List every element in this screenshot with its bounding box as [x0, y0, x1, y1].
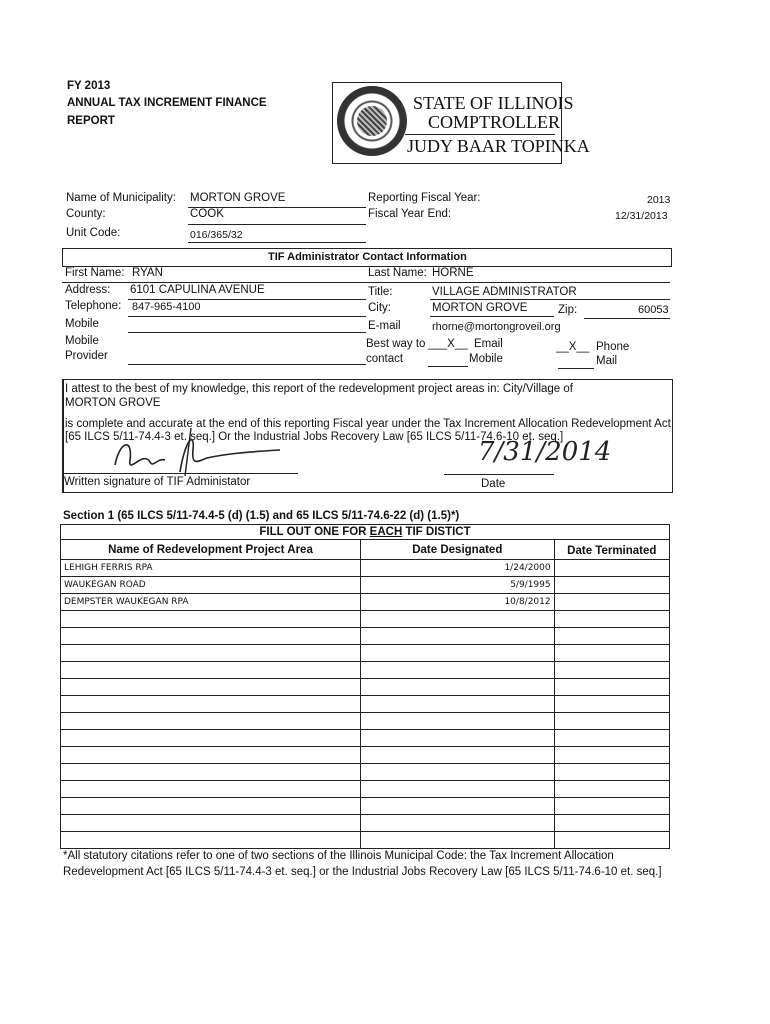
date-designated [360, 679, 554, 696]
comptroller-title: COMPTROLLER [428, 112, 561, 132]
table-title-row [61, 525, 670, 540]
date-terminated [554, 611, 669, 628]
attest-line-4: [65 ILCS 5/11-74.4-3 et. seq.] Or the Industrial Jobs Recovery Law [65 ILCS 5/11-74.6-10 et. seq.] [65, 431, 564, 443]
table-row [61, 577, 670, 594]
project-area-name [61, 730, 361, 747]
comptroller-name: JUDY BAAR TOPINKA [407, 136, 590, 156]
table-header-row [61, 540, 670, 560]
project-area-name [61, 645, 361, 662]
table-row [61, 815, 670, 832]
date-designated [360, 628, 554, 645]
project-area-name [61, 679, 361, 696]
date-designated [360, 696, 554, 713]
email-label: E-mail [368, 320, 401, 332]
date-terminated [554, 730, 669, 747]
table-row [61, 645, 670, 662]
fiscal-end-label: Fiscal Year End: [368, 208, 452, 220]
date-designated: 1/24/2000 [360, 560, 554, 577]
date-designated [360, 662, 554, 679]
date-designated [360, 645, 554, 662]
date-designated [360, 611, 554, 628]
telephone-label: Telephone: [65, 300, 122, 312]
project-area-name: DEMPSTER WAUKEGAN RPA [61, 594, 361, 611]
date-terminated [554, 645, 669, 662]
date-terminated [554, 798, 669, 815]
attest-line-3: is complete and accurate at the end of this reporting Fiscal year under the Tax Increment Allocation Redevelopment Act [65, 418, 671, 430]
date-terminated [554, 832, 669, 849]
date-terminated [554, 577, 669, 594]
project-area-name [61, 815, 361, 832]
zip-value: 60053 [638, 304, 669, 316]
mobile-option-label: Mobile [469, 353, 503, 365]
signature-label: Written signature of TIF Administator [64, 476, 251, 488]
table-title: FILL OUT ONE FOR EACH TIF DISTICT [61, 525, 670, 540]
report-year: FY 2013 [67, 80, 111, 92]
project-area-name [61, 764, 361, 781]
col-header-designated: Date Designated [360, 540, 554, 560]
table-row [61, 730, 670, 747]
tif-district-table [60, 524, 670, 849]
county-value: COOK [190, 208, 224, 220]
title-value: VILLAGE ADMINISTRATOR [432, 286, 577, 298]
project-area-name [61, 696, 361, 713]
date-terminated [554, 594, 669, 611]
col-header-terminated: Date Terminated [554, 540, 669, 560]
unit-code-value: 016/365/32 [190, 229, 243, 241]
best-way-label-2: contact [366, 353, 404, 365]
table-row [61, 560, 670, 577]
mail-option-label: Mail [596, 355, 618, 367]
footnote-line-2: Redevelopment Act [65 ILCS 5/11-74.4-3 et. seq.] or the Industrial Jobs Recovery Law [65 ILCS 5/11-74.6-10 et. seq.] [63, 866, 662, 878]
table-row [61, 781, 670, 798]
date-terminated [554, 815, 669, 832]
contact-band-title: TIF Administrator Contact Information [268, 251, 467, 263]
administrator-signature [95, 420, 285, 480]
date-terminated [554, 764, 669, 781]
report-title: ANNUAL TAX INCREMENT FINANCE [67, 97, 267, 109]
mobile-provider-label: Mobile [65, 335, 99, 347]
address-value: 6101 CAPULINA AVENUE [130, 284, 265, 296]
fiscal-year-value: 2013 [647, 194, 671, 206]
project-area-name [61, 628, 361, 645]
date-designated [360, 798, 554, 815]
date-terminated [554, 696, 669, 713]
phone-check[interactable]: __X__ [556, 341, 590, 353]
last-name-value: HORNE [432, 267, 474, 279]
address-label: Address: [65, 284, 111, 296]
date-terminated [554, 628, 669, 645]
section-1-heading: Section 1 (65 ILCS 5/11-74.4-5 (d) (1.5) and 65 ILCS 5/11-74.6-22 (d) (1.5)*) [63, 510, 460, 522]
project-area-name: WAUKEGAN ROAD [61, 577, 361, 594]
project-area-name: LEHIGH FERRIS RPA [61, 560, 361, 577]
attest-line-1: I attest to the best of my knowledge, this report of the redevelopment project areas in: City/Village of [65, 383, 573, 395]
project-area-name [61, 832, 361, 849]
zip-label: Zip: [558, 304, 578, 316]
state-name: STATE OF ILLINOIS [413, 93, 574, 113]
city-value: MORTON GROVE [432, 302, 528, 314]
project-area-name [61, 781, 361, 798]
date-designated [360, 832, 554, 849]
date-designated [360, 730, 554, 747]
project-area-name [61, 798, 361, 815]
unit-code-label: Unit Code: [66, 227, 121, 239]
project-area-name [61, 611, 361, 628]
municipality-label: Name of Municipality: [66, 192, 176, 204]
date-designated [360, 815, 554, 832]
col-header-name: Name of Redevelopment Project Area [61, 540, 361, 560]
email-value: rhorne@mortongroveil.org [432, 321, 561, 333]
project-area-name [61, 662, 361, 679]
first-name-label: First Name: [65, 267, 125, 279]
signed-date: 7/31/2014 [478, 437, 612, 467]
table-row [61, 713, 670, 730]
date-terminated [554, 781, 669, 798]
first-name-value: RYAN [132, 267, 163, 279]
fiscal-year-label: Reporting Fiscal Year: [368, 192, 481, 204]
project-area-name [61, 713, 361, 730]
table-row [61, 764, 670, 781]
date-designated [360, 747, 554, 764]
date-designated [360, 781, 554, 798]
table-row [61, 594, 670, 611]
telephone-value: 847-965-4100 [132, 301, 201, 313]
last-name-label: Last Name: [368, 267, 427, 279]
date-terminated [554, 747, 669, 764]
fiscal-end-value: 12/31/2013 [615, 210, 668, 222]
report-title-cont: REPORT [67, 115, 115, 127]
date-designated [360, 713, 554, 730]
date-designated: 5/9/1995 [360, 577, 554, 594]
date-terminated [554, 679, 669, 696]
table-row [61, 679, 670, 696]
mobile-provider-label-2: Provider [65, 350, 108, 362]
date-designated [360, 764, 554, 781]
table-row [61, 628, 670, 645]
date-terminated [554, 662, 669, 679]
table-row [61, 662, 670, 679]
city-label: City: [368, 302, 391, 314]
table-row [61, 747, 670, 764]
table-row [61, 798, 670, 815]
table-row [61, 611, 670, 628]
county-label: County: [66, 208, 106, 220]
date-terminated [554, 560, 669, 577]
date-terminated [554, 713, 669, 730]
municipality-value: MORTON GROVE [190, 192, 286, 204]
date-label: Date [481, 478, 506, 490]
table-row [61, 696, 670, 713]
mobile-label: Mobile [65, 318, 99, 330]
best-way-label: Best way to [366, 338, 426, 350]
seal-emblem-icon [357, 106, 387, 136]
email-option-label: Email [474, 338, 503, 350]
email-check[interactable]: ___X__ [428, 338, 468, 350]
title-label: Title: [368, 286, 393, 298]
phone-option-label: Phone [596, 341, 630, 353]
footnote-line-1: *All statutory citations refer to one of two sections of the Illinois Municipal Code: the Tax Increment Allocation [63, 850, 614, 862]
project-area-name [61, 747, 361, 764]
attest-municipality: MORTON GROVE [65, 397, 161, 409]
date-designated: 10/8/2012 [360, 594, 554, 611]
table-row [61, 832, 670, 849]
